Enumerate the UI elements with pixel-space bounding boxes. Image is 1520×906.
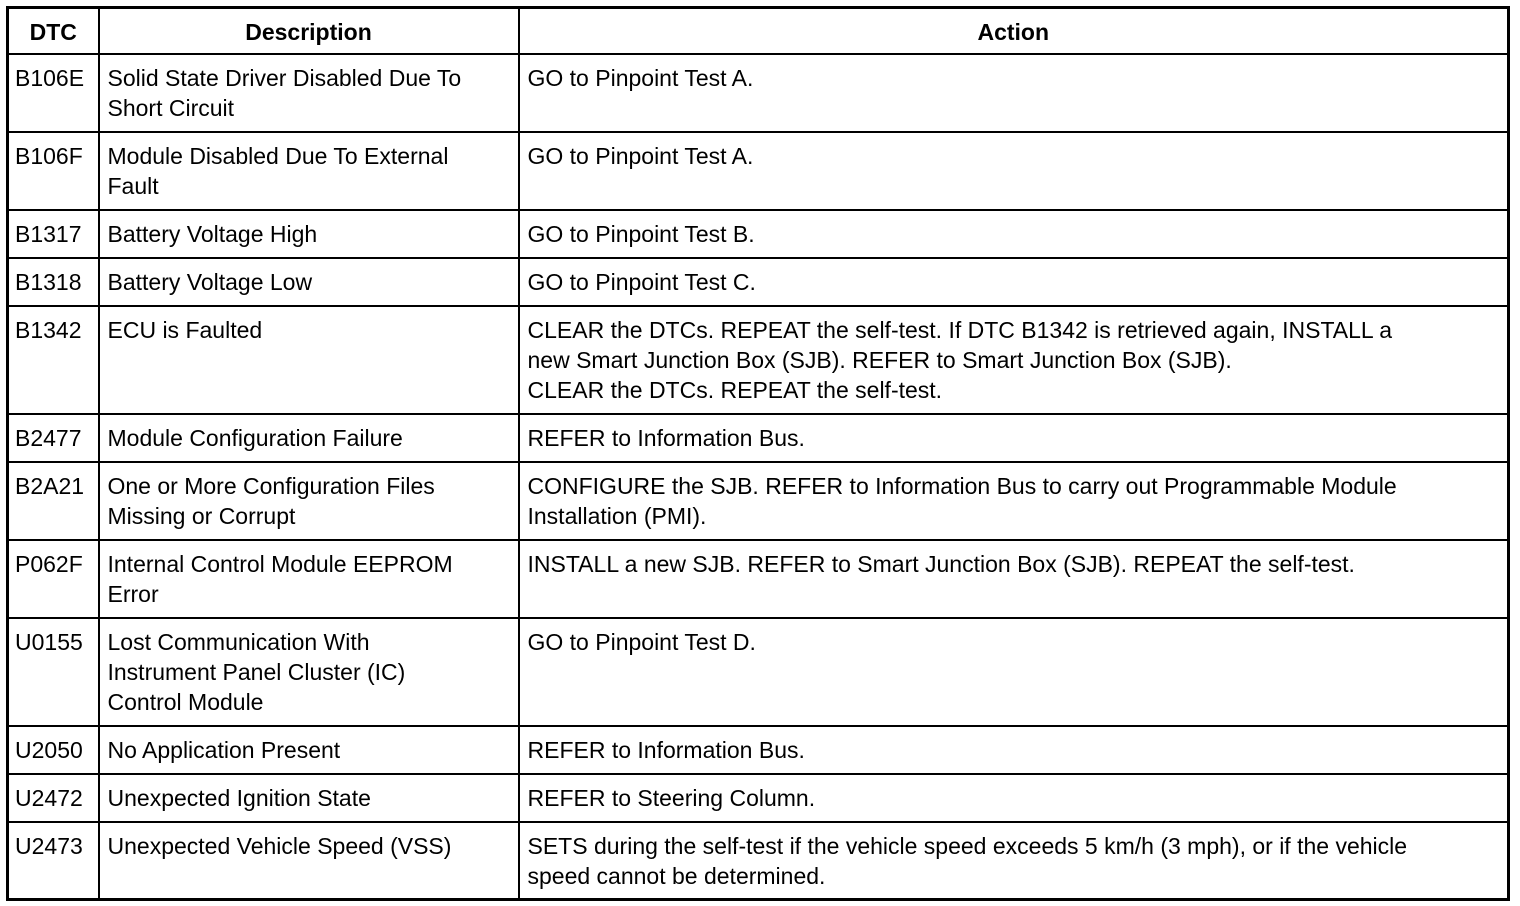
header-row: [8, 8, 1509, 54]
description-cell: Unexpected Ignition State: [99, 774, 519, 822]
dtc-code-cell: B106E: [8, 54, 99, 132]
table-row: [8, 54, 1509, 132]
description-cell: One or More Configuration Files Missing or Corrupt: [99, 462, 519, 540]
description-cell: ECU is Faulted: [99, 306, 519, 414]
dtc-code-cell: B1342: [8, 306, 99, 414]
description-cell: Module Disabled Due To External Fault: [99, 132, 519, 210]
action-cell: SETS during the self-test if the vehicle speed exceeds 5 km/h (3 mph), or if the vehicle speed cannot be determined.: [519, 822, 1509, 900]
action-cell: GO to Pinpoint Test A.: [519, 132, 1509, 210]
dtc-code-cell: U2050: [8, 726, 99, 774]
table-body: [8, 54, 1509, 900]
table-row: [8, 618, 1509, 726]
description-cell: Solid State Driver Disabled Due To Short Circuit: [99, 54, 519, 132]
dtc-code-cell: U2473: [8, 822, 99, 900]
description-cell: Battery Voltage High: [99, 210, 519, 258]
action-cell: INSTALL a new SJB. REFER to Smart Junction Box (SJB). REPEAT the self-test.: [519, 540, 1509, 618]
table-row: [8, 462, 1509, 540]
description-cell: Module Configuration Failure: [99, 414, 519, 462]
dtc-code-cell: U0155: [8, 618, 99, 726]
table-row: [8, 210, 1509, 258]
table-row: [8, 132, 1509, 210]
description-cell: Lost Communication With Instrument Panel Cluster (IC) Control Module: [99, 618, 519, 726]
table-header: [8, 8, 1509, 54]
table-row: [8, 540, 1509, 618]
dtc-code-cell: P062F: [8, 540, 99, 618]
table-row: [8, 306, 1509, 414]
description-cell: No Application Present: [99, 726, 519, 774]
description-cell: Unexpected Vehicle Speed (VSS): [99, 822, 519, 900]
description-cell: Battery Voltage Low: [99, 258, 519, 306]
action-cell: GO to Pinpoint Test C.: [519, 258, 1509, 306]
action-cell: GO to Pinpoint Test D.: [519, 618, 1509, 726]
table-row: [8, 726, 1509, 774]
table-row: [8, 258, 1509, 306]
action-cell: GO to Pinpoint Test B.: [519, 210, 1509, 258]
column-header-description: Description: [99, 8, 519, 54]
column-header-dtc: DTC: [8, 8, 99, 54]
dtc-code-cell: B1317: [8, 210, 99, 258]
description-cell: Internal Control Module EEPROM Error: [99, 540, 519, 618]
dtc-code-cell: B106F: [8, 132, 99, 210]
action-cell: CLEAR the DTCs. REPEAT the self-test. If DTC B1342 is retrieved again, INSTALL a new Smart Junction Box (SJB). REFER to Smart Junction Box (SJB). CLEAR the DTCs. REPEAT the self-test.: [519, 306, 1509, 414]
action-cell: REFER to Information Bus.: [519, 414, 1509, 462]
action-cell: CONFIGURE the SJB. REFER to Information Bus to carry out Programmable Module Installation (PMI).: [519, 462, 1509, 540]
dtc-code-cell: U2472: [8, 774, 99, 822]
table-row: [8, 822, 1509, 900]
action-cell: REFER to Information Bus.: [519, 726, 1509, 774]
column-header-action: Action: [519, 8, 1509, 54]
table-row: [8, 774, 1509, 822]
table-row: [8, 414, 1509, 462]
dtc-table: [6, 6, 1510, 901]
dtc-code-cell: B2477: [8, 414, 99, 462]
action-cell: REFER to Steering Column.: [519, 774, 1509, 822]
action-cell: GO to Pinpoint Test A.: [519, 54, 1509, 132]
dtc-code-cell: B1318: [8, 258, 99, 306]
dtc-code-cell: B2A21: [8, 462, 99, 540]
